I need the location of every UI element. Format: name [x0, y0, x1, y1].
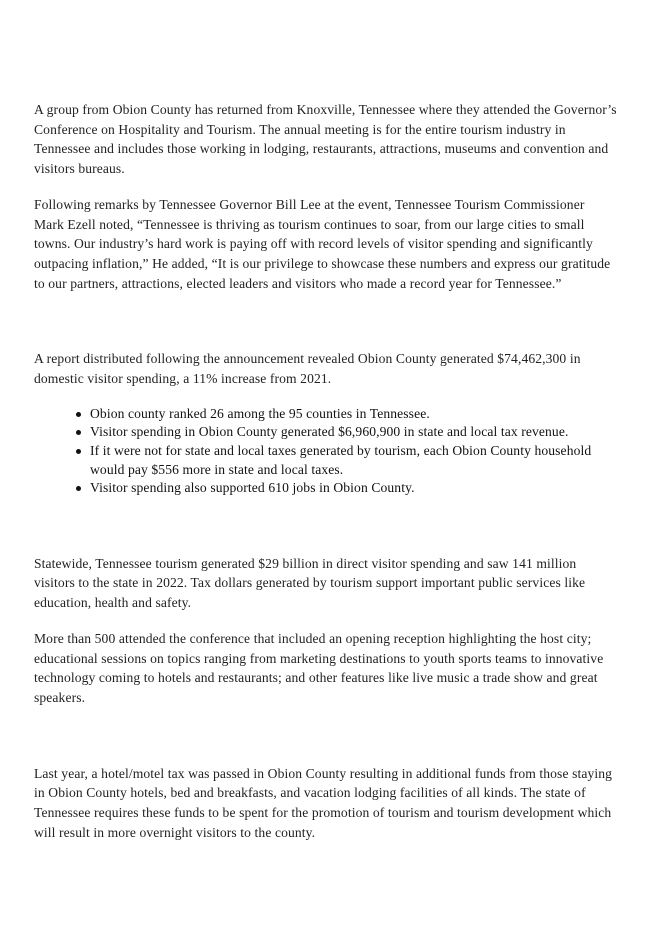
paragraph-report: A report distributed following the announcement revealed Obion County generated $74,462,300 in domestic visitor spending, a 11% increase from 2021.	[34, 351, 581, 387]
paragraph-statewide: Statewide, Tennessee tourism generated $29 billion in direct visitor spending and saw 141 million visitors to the state in 2022. Tax dollars generated by tourism support important public services like education, health and safety.	[34, 555, 586, 611]
bullet-item: Visitor spending also supported 610 jobs in Obion County.	[90, 479, 617, 498]
article-body	[34, 100, 617, 842]
paragraph-hotel-tax: Last year, a hotel/motel tax was passed in Obion County resulting in additional funds from those staying in Obion County hotels, bed and breakfasts, and vacation lodging facilities of all kinds. The state of Tennessee requires these funds to be spent for the promotion of tourism and tourism development which will result in more overnight visitors to the county.	[34, 765, 613, 840]
bullet-item: Visitor spending in Obion County generated $6,960,900 in state and local tax revenue.	[90, 423, 617, 442]
paragraph-intro: A group from Obion County has returned from Knoxville, Tennessee where they attended the Governor’s Conference on Hospitality and Tourism. The annual meeting is for the entire tourism industry in Tennessee and includes those working in lodging, restaurants, attractions, museums and convention and visitors bureaus.	[34, 102, 617, 177]
paragraph-remarks: Following remarks by Tennessee Governor Bill Lee at the event, Tennessee Tourism Commissioner Mark Ezell noted, “Tennessee is thriving as tourism continues to soar, from our large cities to small towns. Our industry’s hard work is paying off with record levels of visitor spending and significantly outpacing inflation,” He added, “It is our privilege to showcase these numbers and express our gratitude to our partners, attractions, elected leaders and visitors who made a record year for Tennessee.”	[34, 196, 611, 291]
bullet-item: Obion county ranked 26 among the 95 counties in Tennessee.	[90, 405, 617, 424]
bullet-item: If it were not for state and local taxes generated by tourism, each Obion County household would pay $556 more in state and local taxes.	[90, 442, 617, 479]
report-highlights-list	[34, 405, 617, 498]
paragraph-conference: More than 500 attended the conference that included an opening reception highlighting the host city; educational sessions on topics ranging from marketing destinations to youth sports teams to innovative technology coming to hotels and restaurants; and other features like live music a trade show and great speakers.	[34, 630, 604, 705]
